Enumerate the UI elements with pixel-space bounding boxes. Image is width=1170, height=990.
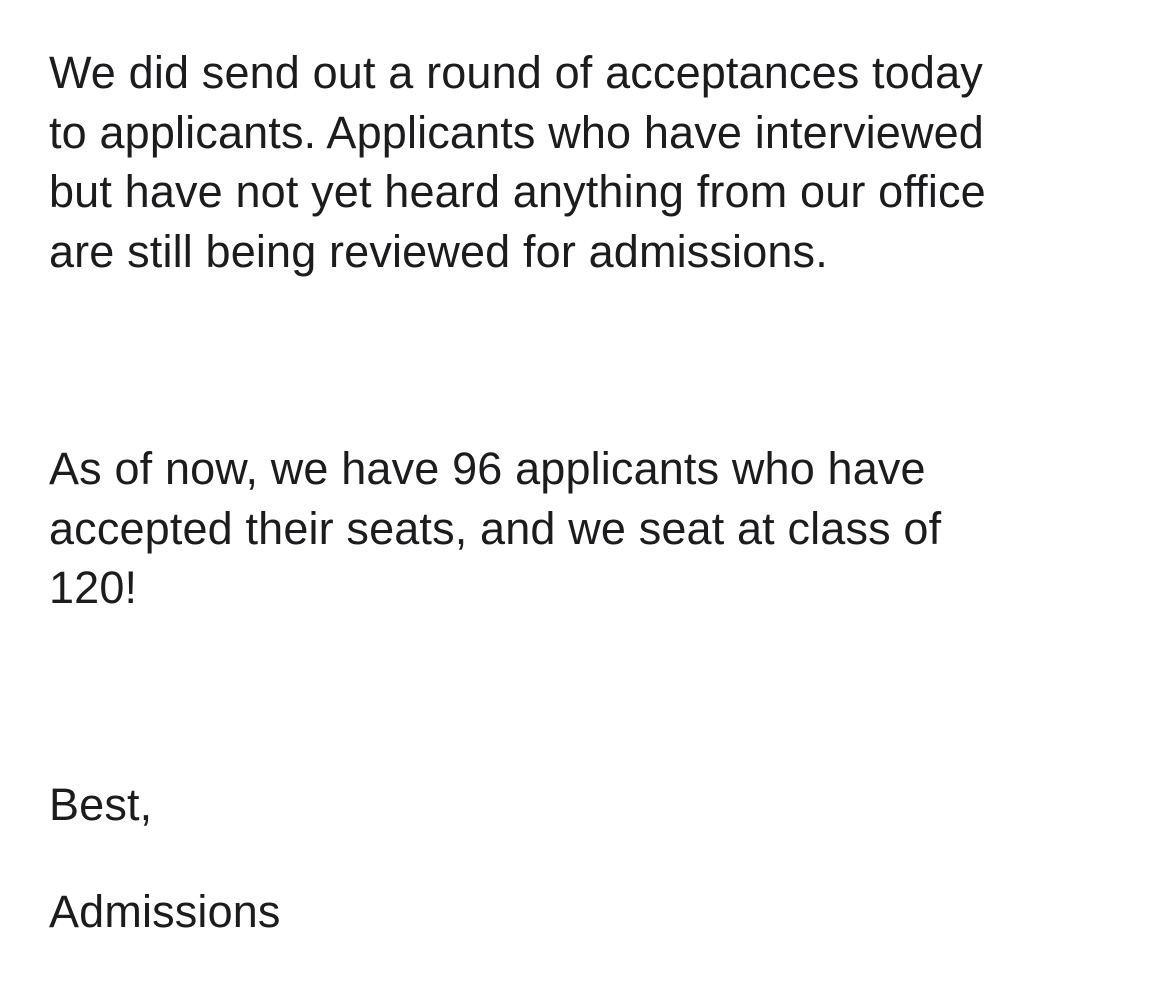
text-line: We did send out a round of acceptances today [49,47,983,98]
text-line: to applicants. Applicants who have interviewed [49,107,984,158]
email-signature: Admissions [49,886,281,937]
email-closing: Best, [49,779,153,830]
text-line: As of now, we have 96 applicants who have [49,443,926,494]
text-line: but have not yet heard anything from our office [49,166,986,217]
text-line: 120! [49,562,138,613]
text-line: are still being reviewed for admissions. [49,226,828,277]
text-line: accepted their seats, and we seat at class of [49,503,942,554]
